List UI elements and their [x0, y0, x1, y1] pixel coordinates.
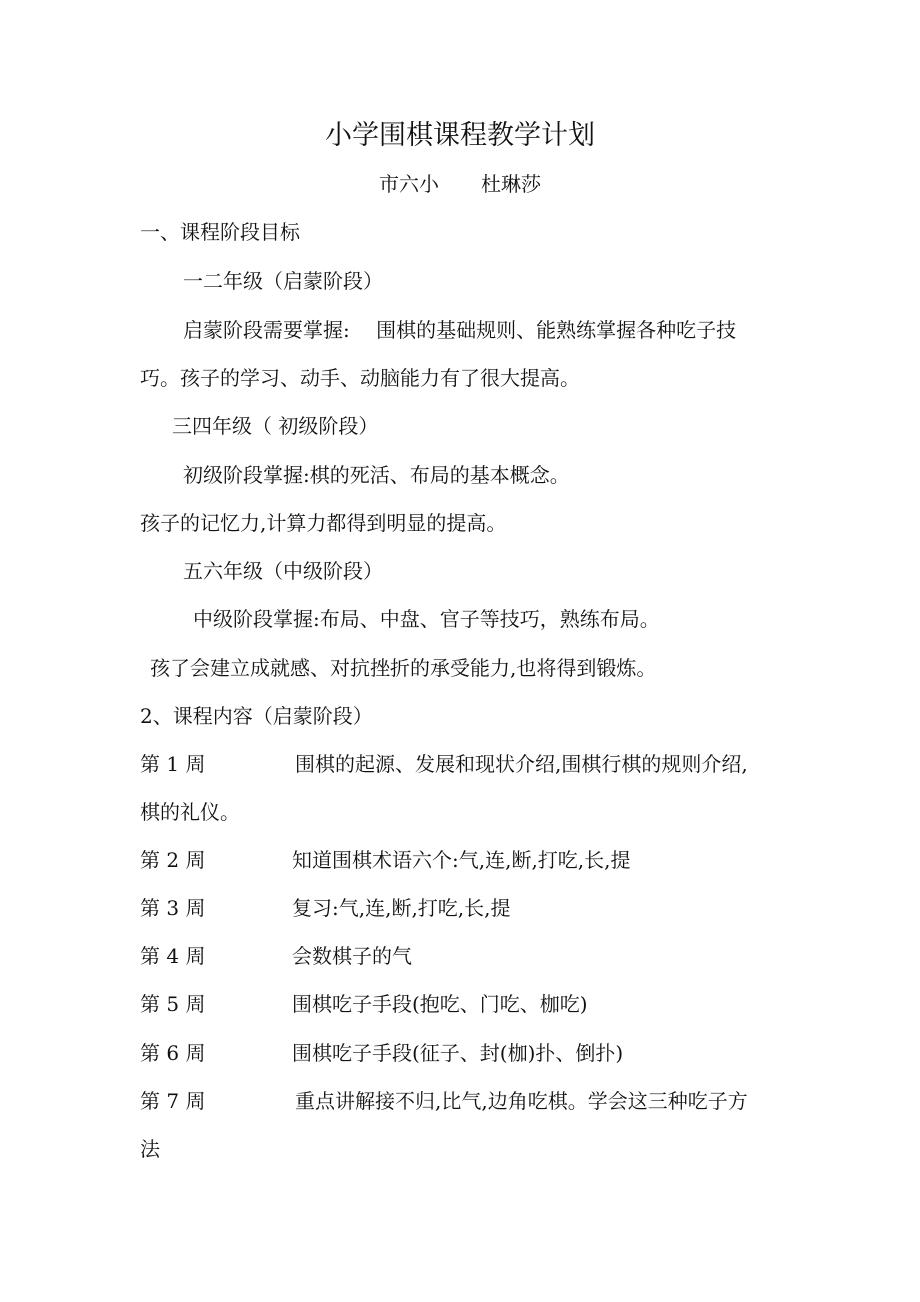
- week-content: 围棋的起源、发展和现状介绍,围棋行棋的规则介绍,: [295, 752, 748, 776]
- section-1-heading: 一、课程阶段目标: [140, 220, 300, 244]
- week-label: 第 2 周: [140, 848, 206, 872]
- week-content: 会数棋子的气: [292, 944, 412, 968]
- section-2-heading: 2、课程内容（启蒙阶段）: [140, 704, 373, 728]
- week-label: 第 5 周: [140, 992, 206, 1016]
- byline: [0, 170, 920, 198]
- stage-3-title: 五六年级（中级阶段）: [183, 559, 383, 583]
- week-label: 第 3 周: [140, 896, 206, 920]
- week-content: 复习:气,连,断,打吃,长,提: [292, 896, 511, 920]
- stage-3-text-cont: 孩了会建立成就感、对抗挫折的承受能力,也将得到锻炼。: [150, 656, 657, 680]
- week-content: 重点讲解接不归,比气,边角吃棋。学会这三种吃子方: [295, 1089, 748, 1113]
- stage-1-text: 启蒙阶段需要掌握: 围棋的基础规则、能熟练掌握各种吃子技: [183, 318, 737, 342]
- stage-1-title: 一二年级（启蒙阶段）: [183, 269, 383, 293]
- stage-1-text-cont: 巧。孩子的学习、动手、动脑能力有了很大提高。: [140, 366, 580, 390]
- week-label: 第 7 周: [140, 1089, 206, 1113]
- week-content: 围棋吃子手段(抱吃、门吃、枷吃): [292, 992, 588, 1016]
- week-content: 知道围棋术语六个:气,连,断,打吃,长,提: [292, 848, 631, 872]
- week-content-cont: 棋的礼仪。: [140, 800, 240, 824]
- week-label: 第 6 周: [140, 1041, 206, 1065]
- week-content: 围棋吃子手段(征子、封(枷)扑、倒扑): [292, 1041, 624, 1065]
- week-content-cont: 法: [140, 1137, 160, 1161]
- stage-3-text: 中级阶段掌握:布局、中盘、官子等技巧，熟练布局。: [193, 607, 660, 631]
- document-title: 小学围棋课程教学计划: [325, 120, 595, 151]
- stage-2-title: 三四年级（ 初级阶段）: [172, 414, 379, 438]
- stage-2-text: 初级阶段掌握:棋的死活、布局的基本概念。: [183, 463, 570, 487]
- stage-2-text-cont: 孩子的记忆力,计算力都得到明显的提高。: [140, 511, 507, 535]
- school-name: 市六小: [379, 172, 439, 196]
- week-label: 第 4 周: [140, 944, 206, 968]
- author-name: 杜琳莎: [481, 172, 541, 196]
- week-label: 第 1 周: [140, 752, 206, 776]
